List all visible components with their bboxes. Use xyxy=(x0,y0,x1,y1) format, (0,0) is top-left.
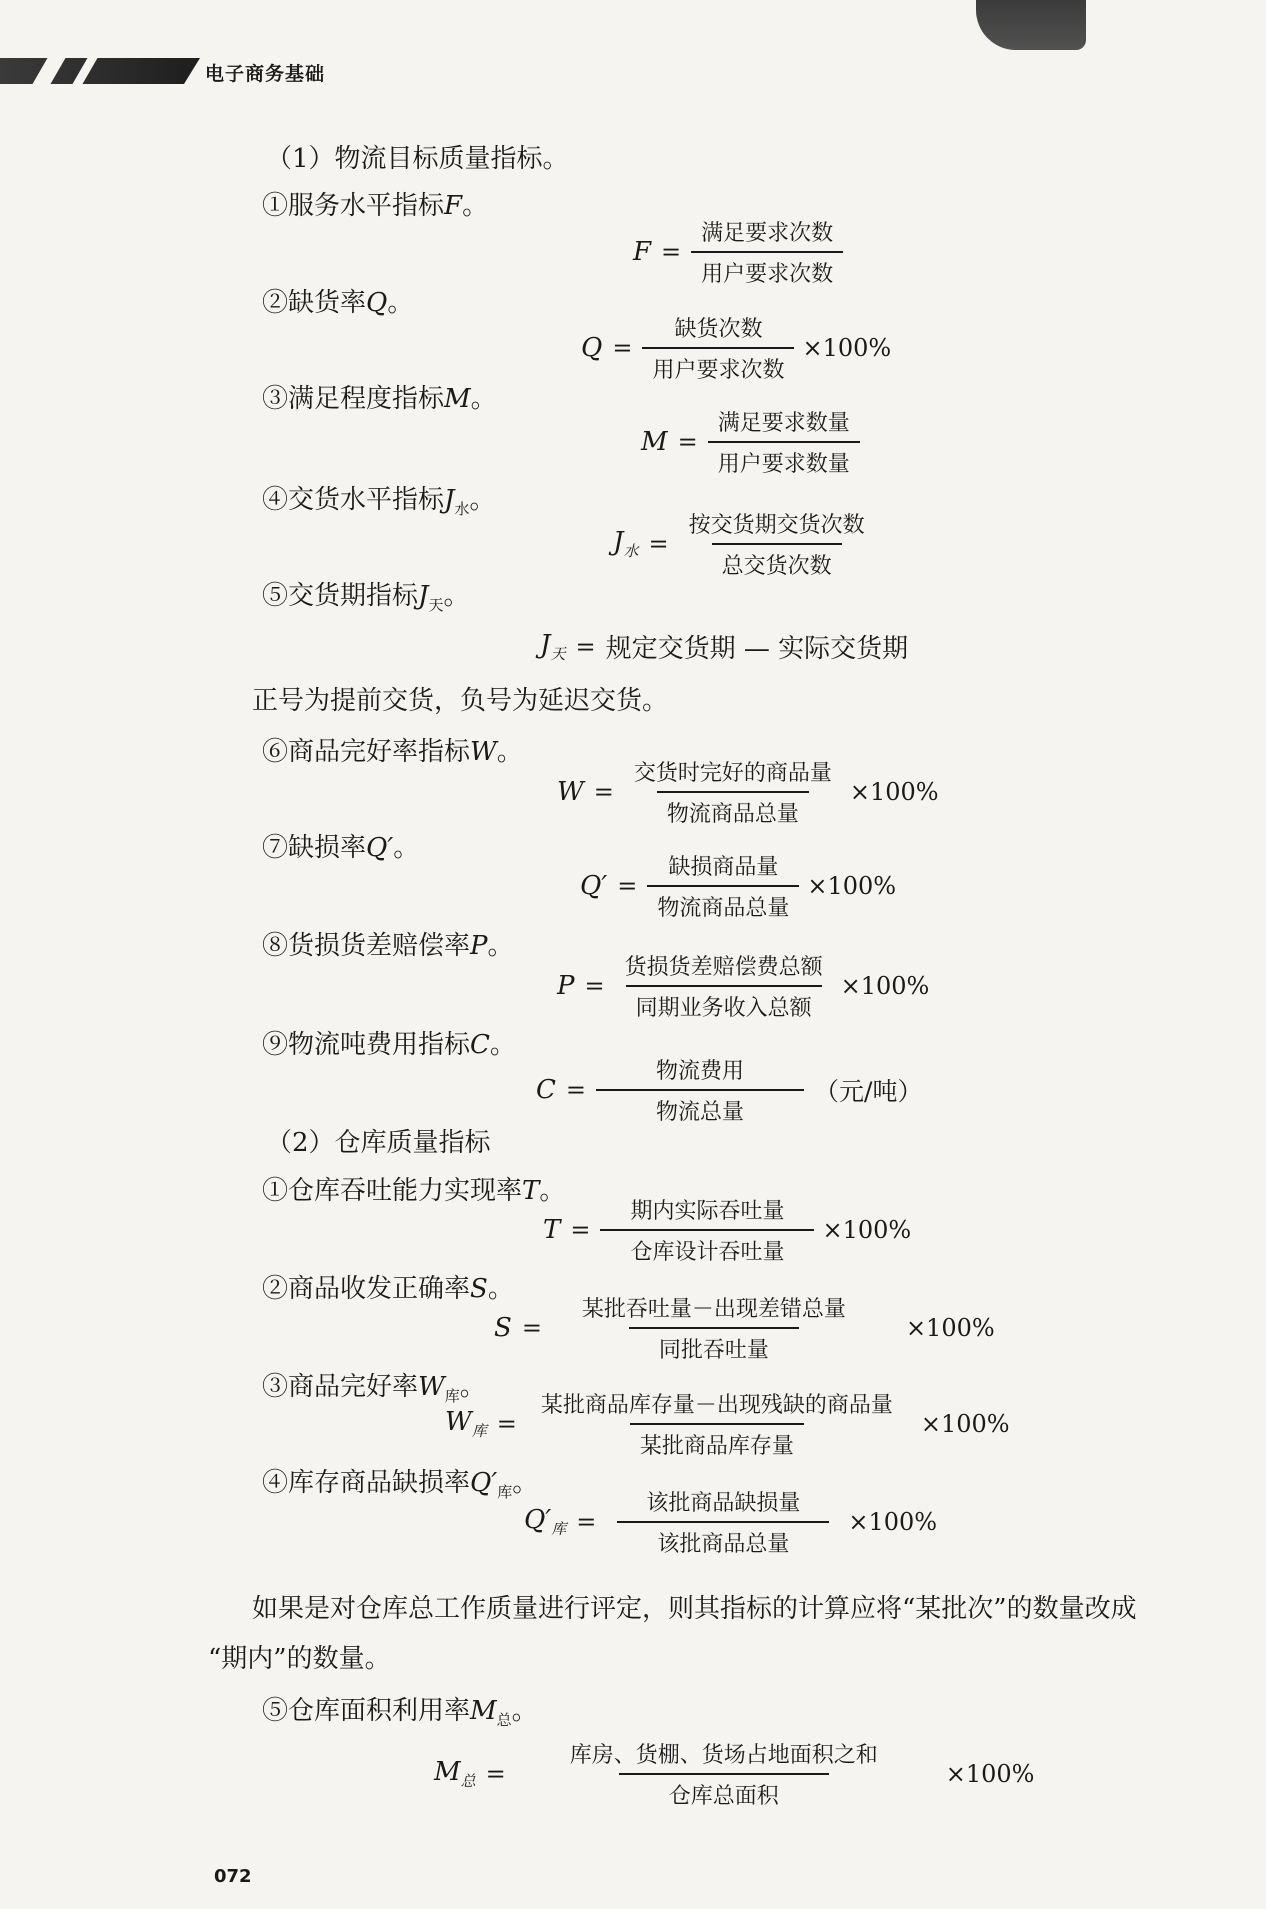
denominator: 该批商品总量 xyxy=(617,1521,829,1558)
fraction xyxy=(520,1738,928,1810)
formula: W = $\frac{\text{交货时完好的商品量}}{\text{物流商品总量}}$ ×100% xyxy=(557,756,939,828)
numerator: 按交货期交货次数 xyxy=(688,513,865,538)
formula: Q = $\frac{\text{缺货次数}}{\text{用户要求次数}}$ ×100% xyxy=(581,312,891,384)
numerator: 期内实际吞吐量 xyxy=(630,1199,785,1224)
formula: Q′ = $\frac{\text{缺损商品量}}{\text{物流商品总量}}$ ×100% xyxy=(580,850,896,922)
indicator-item: ⑧货损货差赔偿率P。 xyxy=(262,931,514,961)
numerator: 物流费用 xyxy=(656,1059,745,1084)
note-text: “期内”的数量。 xyxy=(208,1644,391,1674)
denominator: 同期业务收入总额 xyxy=(626,985,822,1022)
numerator: 缺损商品量 xyxy=(668,855,779,880)
indicator-item: ⑥商品完好率指标W。 xyxy=(262,737,523,767)
fraction xyxy=(606,1486,840,1558)
numerator: 满足要求数量 xyxy=(717,411,850,436)
fraction xyxy=(624,756,842,828)
indicator-item: ③满足程度指标M。 xyxy=(262,384,497,414)
section-title: （1）物流目标质量指标。 xyxy=(266,144,569,174)
header-stripe xyxy=(72,58,97,84)
indicator-item: ⑤仓库面积利用率$M_总$。 xyxy=(262,1696,538,1729)
numerator: 库房、货棚、货场占地面积之和 xyxy=(569,1743,878,1768)
numerator: 交货时完好的商品量 xyxy=(633,761,832,786)
indicator-item: ⑨物流吨费用指标C。 xyxy=(262,1030,516,1060)
denominator: 同批吞吐量 xyxy=(629,1327,799,1364)
numerator: 缺货次数 xyxy=(674,317,763,342)
fraction xyxy=(531,1388,903,1460)
formula: M = $\frac{\text{满足要求数量}}{\text{用户要求数量}}$ xyxy=(641,406,860,478)
header-bar xyxy=(0,58,200,84)
indicator-item: ②缺货率Q。 xyxy=(262,288,414,318)
fraction xyxy=(679,508,875,580)
denominator: 某批商品库存量 xyxy=(630,1423,804,1460)
denominator: 物流商品总量 xyxy=(657,791,809,828)
header-title: 电子商务基础 xyxy=(205,63,326,85)
denominator: 用户要求数量 xyxy=(708,441,860,478)
formula: T = $\frac{\text{期内实际吞吐量}}{\text{仓库设计吞吐量}}$ ×100% xyxy=(543,1194,911,1266)
formula: C = $\frac{\text{物流费用}}{\text{物流总量}}$ （元/吨） xyxy=(536,1054,922,1126)
indicator-item: ④库存商品缺损率$Q'_库$。 xyxy=(262,1468,539,1501)
note-text: 如果是对仓库总工作质量进行评定，则其指标的计算应将“某批次”的数量改成 xyxy=(252,1594,1137,1624)
fraction xyxy=(552,1292,876,1364)
numerator: 货损货差赔偿费总额 xyxy=(624,955,823,980)
denominator: 仓库总面积 xyxy=(619,1773,829,1810)
formula: $J_天$ = 规定交货期 — 实际交货期 xyxy=(540,629,909,664)
formula: $W_库$ = $\frac{\text{某批商品库存量－出现残缺的商品量}}{\text{某批商品库存量}}$ ×100% xyxy=(445,1388,1010,1460)
denominator: 用户要求次数 xyxy=(642,347,794,384)
formula: $M_总$ = $\frac{\text{库房、货棚、货场占地面积之和}}{\text{仓库总面积}}$ ×100% xyxy=(434,1738,1035,1810)
denominator: 用户要求次数 xyxy=(691,251,843,288)
numerator: 某批商品库存量－出现残缺的商品量 xyxy=(540,1393,893,1418)
indicator-item: ⑦缺损率Q′。 xyxy=(262,833,420,863)
fraction xyxy=(642,312,794,384)
note-text: 正号为提前交货，负号为延迟交货。 xyxy=(252,686,669,716)
fraction xyxy=(708,406,860,478)
fraction xyxy=(596,1054,804,1126)
page-corner-shadow xyxy=(976,0,1086,50)
denominator: 物流总量 xyxy=(596,1089,804,1126)
formula: F = $\frac{\text{满足要求次数}}{\text{用户要求次数}}$ xyxy=(633,216,843,288)
fraction xyxy=(615,950,833,1022)
indicator-item: ③商品完好率$W_库$。 xyxy=(262,1372,486,1405)
denominator: 仓库设计吞吐量 xyxy=(600,1229,814,1266)
denominator: 物流商品总量 xyxy=(647,885,799,922)
fraction xyxy=(647,850,799,922)
indicator-item: ②商品收发正确率S。 xyxy=(262,1274,514,1304)
fraction xyxy=(691,216,843,288)
indicator-item: ①服务水平指标F。 xyxy=(262,191,489,221)
numerator: 某批吞吐量－出现差错总量 xyxy=(581,1297,846,1322)
indicator-item: ④交货水平指标$J_水$。 xyxy=(262,485,496,518)
fraction xyxy=(600,1194,814,1266)
denominator: 总交货次数 xyxy=(712,543,842,580)
formula: $J_水$ = $\frac{\text{按交货期交货次数}}{\text{总交货次数}}$ xyxy=(613,508,875,580)
formula: S = $\frac{\text{某批吞吐量－出现差错总量}}{\text{同批吞吐量}}$ ×100% xyxy=(494,1292,995,1364)
numerator: 满足要求次数 xyxy=(701,221,834,246)
page-number: 072 xyxy=(214,1866,252,1887)
formula: $Q'_库$ = $\frac{\text{该批商品缺损量}}{\text{该批商品总量}}$ ×100% xyxy=(524,1486,937,1558)
header-stripe xyxy=(32,58,65,84)
numerator: 该批商品缺损量 xyxy=(646,1491,801,1516)
indicator-item: ⑤交货期指标$J_天$。 xyxy=(262,581,470,614)
formula: P = $\frac{\text{货损货差赔偿费总额}}{\text{同期业务收入总额}}$ ×100% xyxy=(557,950,929,1022)
indicator-item: ①仓库吞吐能力实现率T。 xyxy=(262,1176,566,1206)
section-title: （2）仓库质量指标 xyxy=(266,1128,491,1158)
